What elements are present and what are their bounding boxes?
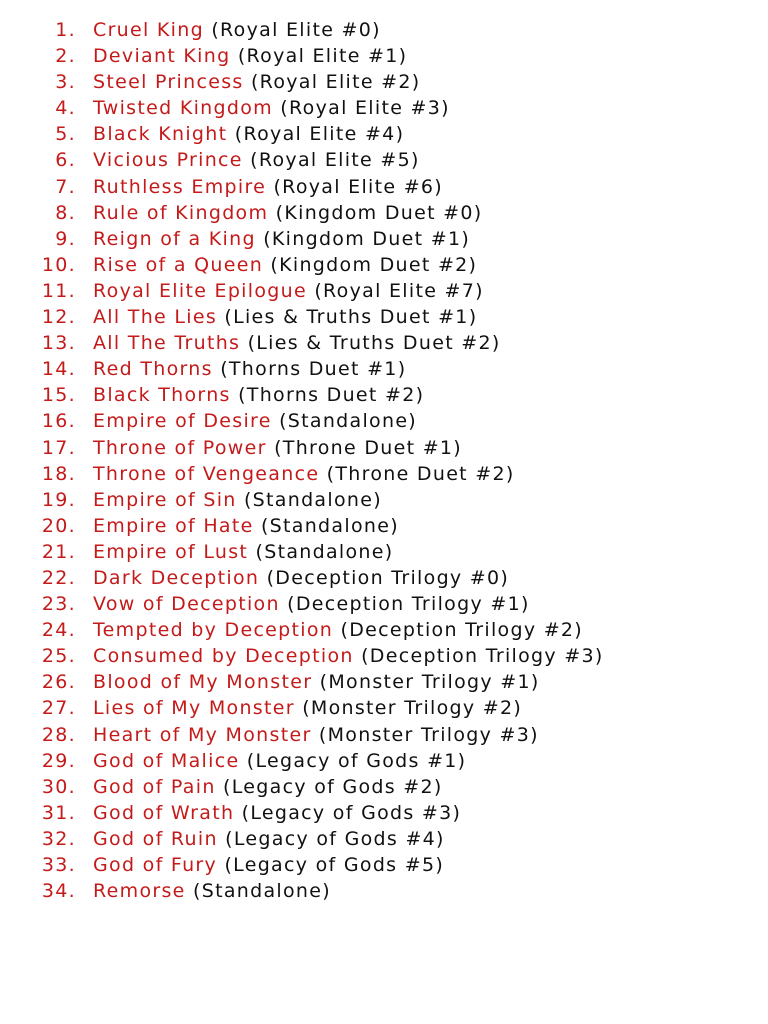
book-title-link[interactable]: God of Fury: [93, 854, 218, 876]
list-number: 7.: [55, 175, 76, 198]
book-title-link[interactable]: Empire of Sin: [93, 488, 237, 511]
list-number: 10.: [41, 253, 76, 276]
book-series: (Legacy of Gods #5): [224, 854, 445, 876]
list-item: [0, 722, 746, 748]
book-title-link[interactable]: Empire of Hate: [93, 514, 254, 537]
list-item: [0, 878, 746, 904]
list-item: [0, 147, 746, 173]
book-series: (Royal Elite #1): [237, 45, 408, 68]
book-series: (Deception Trilogy #0): [266, 566, 510, 589]
list-item: [0, 226, 746, 252]
book-title-link[interactable]: Tempted by Deception: [93, 619, 334, 642]
book-title-link[interactable]: Vow of Deception: [93, 593, 280, 616]
book-title-link[interactable]: God of Wrath: [93, 801, 235, 824]
book-series: (Royal Elite #0): [211, 19, 381, 41]
book-series: (Royal Elite #3): [280, 97, 450, 120]
list-item: [0, 252, 746, 278]
list-number: 12.: [41, 306, 76, 329]
list-item: [0, 461, 746, 487]
list-item: [0, 17, 746, 43]
list-number: 11.: [41, 279, 76, 302]
list-item: [0, 513, 746, 539]
list-item: [0, 669, 746, 695]
book-series: (Kingdom Duet #1): [263, 227, 471, 250]
list-item: [0, 748, 746, 774]
list-item: [0, 200, 746, 226]
book-title-link[interactable]: God of Malice: [93, 749, 240, 772]
list-number: 15.: [41, 384, 76, 407]
list-number: 21.: [41, 540, 76, 563]
book-series: (Royal Elite #5): [250, 149, 420, 172]
list-item: [0, 435, 746, 461]
book-series: (Kingdom Duet #0): [275, 201, 483, 224]
book-series: (Kingdom Duet #2): [270, 253, 478, 276]
book-title-link[interactable]: Throne of Vengeance: [93, 462, 320, 485]
list-number: 4.: [55, 97, 76, 120]
book-title-link[interactable]: Twisted Kingdom: [93, 97, 273, 120]
list-item: [0, 95, 746, 121]
book-series: (Royal Elite #4): [234, 123, 405, 146]
list-item: [0, 695, 746, 721]
list-number: 17.: [41, 436, 76, 459]
book-series: (Standalone): [243, 488, 382, 511]
book-title-link[interactable]: Lies of My Monster: [93, 697, 295, 720]
book-series: (Legacy of Gods #4): [225, 827, 445, 850]
list-item: [0, 591, 746, 617]
book-series: (Lies & Truths Duet #1): [224, 306, 478, 329]
book-series: (Standalone): [193, 880, 331, 903]
list-item: [0, 382, 746, 408]
book-title-link[interactable]: Reign of a King: [93, 227, 256, 250]
book-series: (Monster Trilogy #3): [318, 723, 539, 746]
book-title-link[interactable]: Consumed by Deception: [93, 645, 354, 668]
list-item: [0, 174, 746, 200]
book-title-link[interactable]: Red Thorns: [93, 358, 213, 381]
book-title-link[interactable]: All The Truths: [93, 332, 241, 355]
list-number: 16.: [41, 410, 76, 433]
list-number: 3.: [55, 71, 76, 94]
book-series: (Monster Trilogy #1): [319, 671, 540, 694]
list-item: [0, 121, 746, 147]
book-title-link[interactable]: Empire of Lust: [93, 540, 249, 563]
book-series: (Deception Trilogy #2): [340, 619, 584, 642]
book-title-link[interactable]: Empire of Desire: [93, 410, 272, 433]
book-series: (Deception Trilogy #1): [287, 593, 530, 616]
book-series: (Legacy of Gods #2): [223, 775, 443, 798]
list-number: 19.: [41, 488, 76, 511]
list-item: [0, 852, 746, 878]
list-number: 27.: [41, 697, 76, 720]
book-series: (Thorns Duet #1): [220, 358, 407, 381]
list-number: 20.: [41, 514, 76, 537]
book-title-link[interactable]: Heart of My Monster: [93, 723, 312, 746]
list-number: 30.: [41, 775, 76, 798]
book-series: (Royal Elite #6): [273, 175, 444, 198]
book-series: (Royal Elite #2): [250, 71, 421, 94]
book-series: (Throne Duet #2): [326, 462, 515, 485]
list-number: 14.: [41, 358, 76, 381]
book-title-link[interactable]: Throne of Power: [93, 436, 267, 459]
list-number: 13.: [41, 332, 76, 355]
book-series: (Thorns Duet #2): [238, 384, 425, 407]
book-title-link[interactable]: Black Thorns: [93, 384, 231, 407]
book-series: (Monster Trilogy #2): [302, 697, 523, 720]
book-title-link[interactable]: Cruel King: [93, 19, 204, 41]
list-item: [0, 408, 746, 434]
list-number: 26.: [41, 671, 76, 694]
book-title-link[interactable]: Rise of a Queen: [93, 253, 264, 276]
list-number: 22.: [41, 566, 76, 589]
list-item: [0, 774, 746, 800]
book-series: (Throne Duet #1): [274, 436, 463, 459]
list-item: [0, 304, 746, 330]
list-number: 8.: [55, 201, 76, 224]
list-number: 28.: [41, 723, 76, 746]
list-number: 23.: [41, 593, 76, 616]
book-series: (Legacy of Gods #1): [246, 749, 467, 772]
book-title-link[interactable]: Dark Deception: [93, 566, 260, 589]
list-number: 32.: [41, 827, 76, 850]
book-title-link[interactable]: Blood of My Monster: [93, 671, 313, 694]
book-title-link[interactable]: Royal Elite Epilogue: [93, 279, 307, 302]
list-item: [0, 278, 746, 304]
book-title-link[interactable]: All The Lies: [93, 306, 218, 329]
book-title-link[interactable]: Rule of Kingdom: [93, 201, 269, 224]
book-title-link[interactable]: God of Ruin: [93, 827, 218, 850]
list-item: [0, 330, 746, 356]
list-number: 33.: [41, 854, 76, 876]
book-title-link[interactable]: Vicious Prince: [93, 149, 243, 172]
book-series: (Legacy of Gods #3): [241, 801, 462, 824]
book-series: (Deception Trilogy #3): [361, 645, 604, 668]
list-number: 34.: [41, 880, 76, 903]
list-item: [0, 643, 746, 669]
book-series: (Standalone): [279, 410, 418, 433]
list-number: 25.: [41, 645, 76, 668]
list-item: [0, 539, 746, 565]
list-item: [0, 43, 746, 69]
list-number: 29.: [41, 749, 76, 772]
list-item: [0, 69, 746, 95]
list-item: [0, 800, 746, 826]
book-title-link[interactable]: God of Pain: [93, 775, 216, 798]
list-item: [0, 565, 746, 591]
book-series: (Lies & Truths Duet #2): [247, 332, 501, 355]
list-number: 6.: [55, 149, 76, 172]
book-series: (Standalone): [255, 540, 394, 563]
book-title-link[interactable]: Steel Princess: [93, 71, 244, 94]
book-series: (Royal Elite #7): [314, 279, 484, 302]
list-number: 31.: [41, 801, 76, 824]
list-item: [0, 487, 746, 513]
list-number: 2.: [55, 45, 76, 68]
list-number: 9.: [55, 227, 76, 250]
book-title-link[interactable]: Deviant King: [93, 45, 231, 68]
book-title-link[interactable]: Remorse: [93, 880, 186, 903]
list-item: [0, 826, 746, 852]
list-number: 5.: [55, 123, 76, 146]
list-number: 1.: [55, 19, 76, 41]
book-series: (Standalone): [260, 514, 399, 537]
list-item: [0, 617, 746, 643]
book-title-link[interactable]: Ruthless Empire: [93, 175, 267, 198]
book-title-link[interactable]: Black Knight: [93, 123, 228, 146]
list-number: 24.: [41, 619, 76, 642]
list-number: 18.: [41, 462, 76, 485]
list-item: [0, 356, 746, 382]
